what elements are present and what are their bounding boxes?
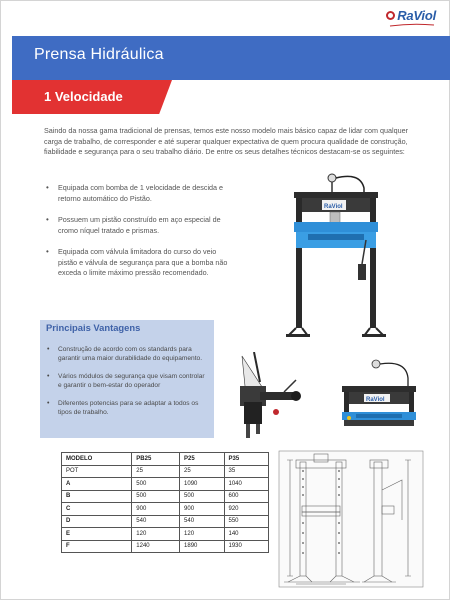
feature-item: • Possuem um pistão construído em aço especial de cromo níquel tratado e prismas. xyxy=(44,215,234,236)
table-cell: 500 xyxy=(132,478,180,491)
table-cell: 120 xyxy=(132,528,180,541)
table-cell: 1090 xyxy=(180,478,224,491)
table-cell: 1240 xyxy=(132,540,180,553)
advantage-item: • Construção de acordo com os standards para garantir uma maior durabilidade do equipamento. xyxy=(46,345,206,364)
advantage-item: • Diferentes potencias para se adaptar a todos os tipos de trabalho. xyxy=(46,399,206,418)
table-header-cell: PB25 xyxy=(132,453,180,466)
pump-detail-image xyxy=(236,352,308,440)
advantage-item: • Vários módulos de segurança que visam controlar e garantir o bem-estar do operador xyxy=(46,372,206,391)
table-row xyxy=(62,478,269,491)
table-cell: 540 xyxy=(180,515,224,528)
table-cell: 1040 xyxy=(224,478,269,491)
table-cell: 550 xyxy=(224,515,269,528)
table-cell: 140 xyxy=(224,528,269,541)
table-cell: D xyxy=(62,515,132,528)
table-cell: 25 xyxy=(180,465,224,478)
press-small-image xyxy=(340,356,418,428)
table-row xyxy=(62,490,269,503)
press-main-image xyxy=(286,170,386,342)
table-cell: 500 xyxy=(132,490,180,503)
advantages-list xyxy=(46,345,206,425)
table-cell: E xyxy=(62,528,132,541)
table-header-cell: MODELO xyxy=(62,453,132,466)
table-cell: 25 xyxy=(132,465,180,478)
table-header-row xyxy=(62,453,269,466)
table-cell: F xyxy=(62,540,132,553)
press-small-label: RaViol xyxy=(366,397,385,403)
section-subtitle: 1 Velocidade xyxy=(44,89,123,104)
logo-text: RaViol xyxy=(397,8,436,23)
table-cell: B xyxy=(62,490,132,503)
table-row xyxy=(62,465,269,478)
table-cell: POT xyxy=(62,465,132,478)
intro-paragraph: Saindo da nossa gama tradicional de prensas, temos este nosso modelo mais básico capaz de lidar com qualquer carga de trabalho, de corresponder e até superar qualquer expectativa de quem procura qualidade de construção, fiabilidade e segurança para o seu trabalho diário. De entre os seus detalhes técnicos destacam-se os seguintes: xyxy=(44,126,408,157)
table-cell: 540 xyxy=(132,515,180,528)
table-row xyxy=(62,503,269,516)
press-main-label: RaViol xyxy=(324,204,343,210)
logo-mark-icon xyxy=(386,11,395,20)
feature-item: • Equipada com bomba de 1 velocidade de descida e retorno automático do Pistão. xyxy=(44,183,234,204)
table-cell: 900 xyxy=(132,503,180,516)
table-header-cell: P35 xyxy=(224,453,269,466)
table-header-cell: P25 xyxy=(180,453,224,466)
table-cell: 1890 xyxy=(180,540,224,553)
table-cell: 500 xyxy=(180,490,224,503)
table-cell: 120 xyxy=(180,528,224,541)
table-cell: 35 xyxy=(224,465,269,478)
table-cell: 1930 xyxy=(224,540,269,553)
table-row xyxy=(62,528,269,541)
specs-table xyxy=(61,452,269,553)
table-cell: 600 xyxy=(224,490,269,503)
table-cell: C xyxy=(62,503,132,516)
press-diagram-image xyxy=(278,450,424,588)
table-cell: 920 xyxy=(224,503,269,516)
brand-logo xyxy=(386,8,436,23)
advantages-title: Principais Vantagens xyxy=(46,322,141,333)
feature-item: • Equipada com válvula limitadora do curso do veio pistão e válvula de segurança para que a bomba não exceda o limite máximo pressão recomendado. xyxy=(44,247,234,279)
page-title: Prensa Hidráulica xyxy=(34,46,164,63)
table-row xyxy=(62,515,269,528)
feature-list xyxy=(44,183,234,290)
table-cell: A xyxy=(62,478,132,491)
logo-swoosh-icon xyxy=(388,23,436,27)
table-cell: 900 xyxy=(180,503,224,516)
table-row xyxy=(62,540,269,553)
